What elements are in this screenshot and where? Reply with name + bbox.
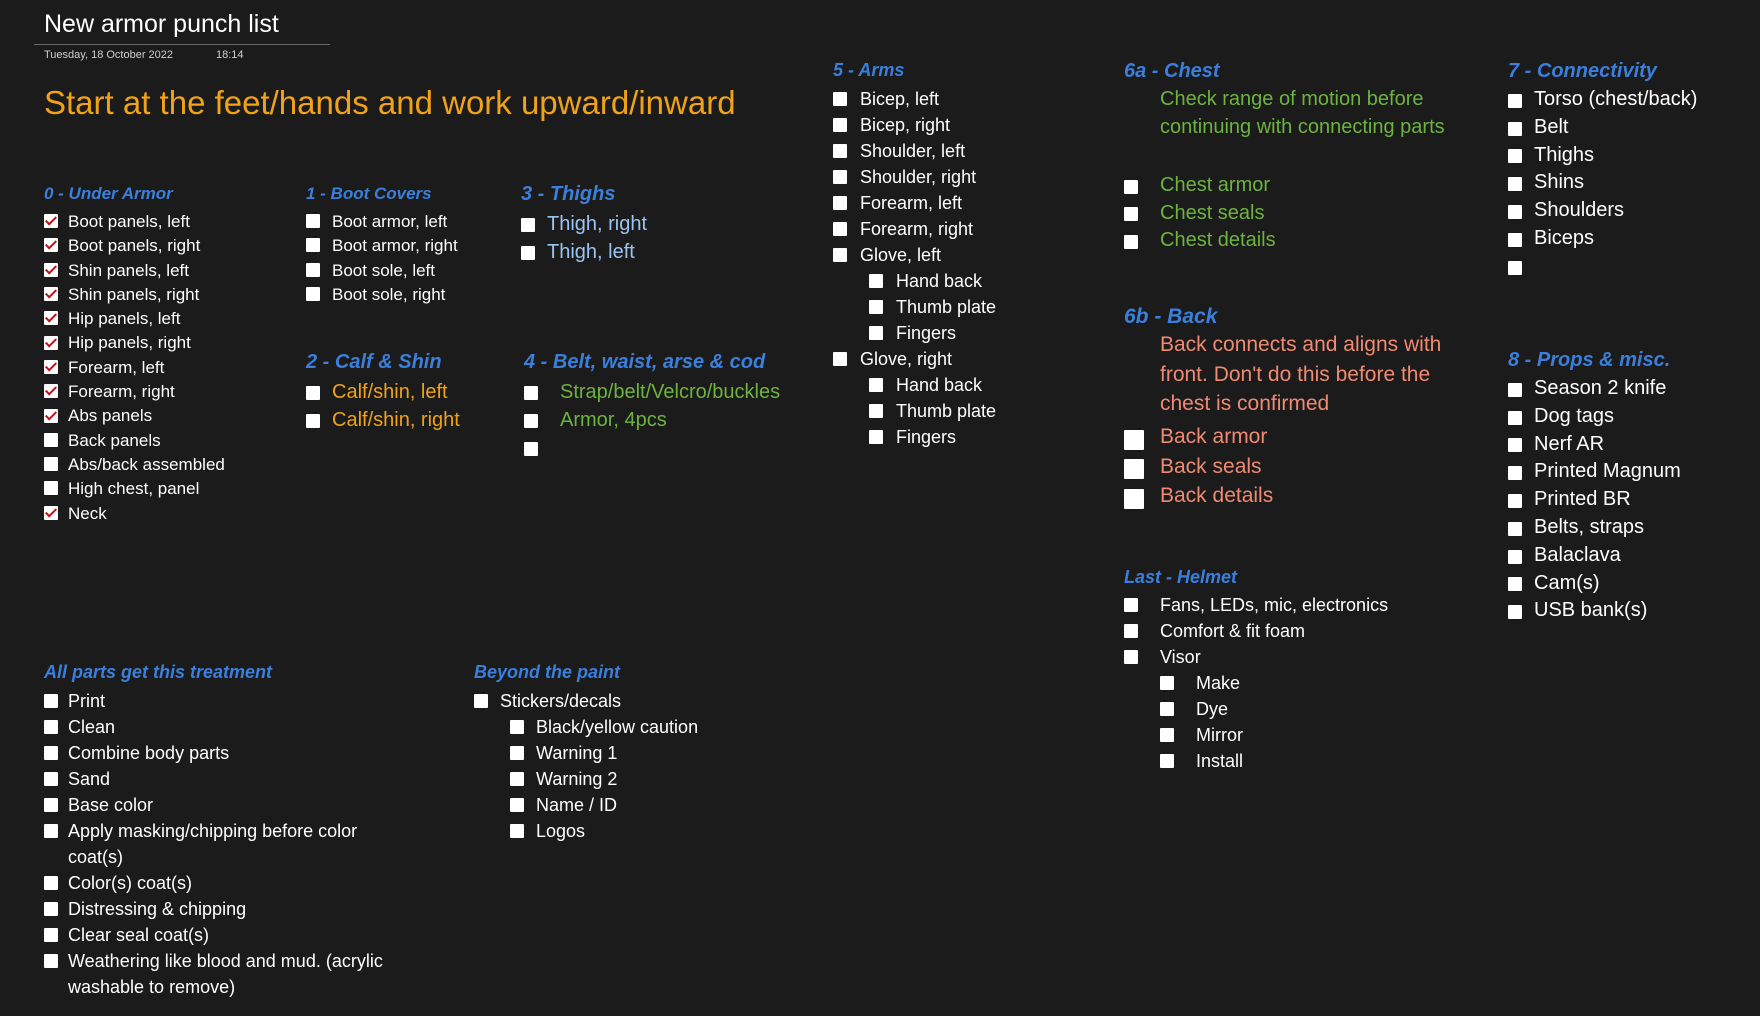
title-divider (34, 44, 330, 45)
checklist-item-season-2-knife[interactable] (1508, 375, 1748, 403)
checklist-item-label: Base color (68, 795, 154, 815)
checklist-item-boot-armor-right[interactable] (306, 234, 526, 258)
checklist-item-label: Back details (1160, 484, 1274, 507)
checklist-item-fingers[interactable] (833, 320, 1073, 346)
checkbox-icon[interactable] (510, 772, 524, 786)
checklist-item-warning-1[interactable] (474, 740, 814, 766)
checklist-item-label: Shoulder, right (860, 167, 977, 187)
checklist-item-label: Abs/back assembled (68, 454, 225, 474)
checkbox-checked-icon[interactable] (44, 384, 58, 398)
checklist-item-label: Thigh, left (547, 241, 635, 263)
checklist-item-printed-br[interactable] (1508, 486, 1748, 514)
checkbox-icon[interactable] (1124, 430, 1144, 450)
checklist-item-thigh-left[interactable] (521, 238, 741, 266)
section-title-calf-shin[interactable]: 2 - Calf & Shin (306, 351, 442, 373)
checklist-item-label: Combine body parts (68, 743, 230, 763)
checklist-item-thumb-plate[interactable] (833, 398, 1073, 424)
checklist-item-label: Clean (68, 717, 116, 737)
checklist-item-label: Glove, right (860, 349, 953, 369)
checkbox-icon[interactable] (833, 144, 847, 158)
checkbox-icon[interactable] (833, 118, 847, 132)
checklist-item-clear-seal-coat-s[interactable] (44, 922, 404, 948)
checklist-item-label: Boot armor, left (332, 212, 448, 231)
checklist-item-label: Bicep, right (860, 115, 951, 135)
checkbox-icon[interactable] (306, 263, 320, 277)
checklist-item-print[interactable] (44, 688, 404, 714)
section-title-chest[interactable]: 6a - Chest (1124, 60, 1220, 82)
checklist-item-label: Shin panels, right (68, 284, 200, 304)
checklist-item-belts-straps[interactable] (1508, 514, 1748, 542)
checklist-item-distressing-chipping[interactable] (44, 896, 404, 922)
checklist-item-torso-chest-back[interactable] (1508, 86, 1748, 114)
checklist-item-forearm-right[interactable] (833, 216, 1073, 242)
checklist-item-label: High chest, panel (68, 479, 200, 499)
checklist-item-label: Shin panels, left (68, 260, 189, 280)
checklist-item-usb-bank-s[interactable] (1508, 597, 1748, 625)
checkbox-icon[interactable] (44, 902, 58, 916)
checkbox-checked-icon[interactable] (44, 336, 58, 350)
checkbox-icon[interactable] (524, 442, 538, 456)
checklist-item-label: Hand back (896, 271, 983, 291)
section-title-all-parts[interactable]: All parts get this treatment (44, 662, 273, 682)
checklist-item-label: Abs panels (68, 406, 153, 426)
checklist-item-label: Forearm, right (860, 219, 974, 239)
checkbox-icon[interactable] (44, 954, 58, 968)
checklist-item-label: Chest seals (1160, 201, 1265, 224)
checklist-props (1508, 375, 1748, 625)
checkbox-icon[interactable] (1124, 207, 1138, 221)
checkbox-icon[interactable] (1508, 605, 1522, 619)
checklist-item-forearm-left[interactable] (833, 190, 1073, 216)
checklist-item-back-details[interactable] (1124, 481, 1454, 511)
checklist-item-hand-back[interactable] (833, 372, 1073, 398)
checkbox-icon[interactable] (44, 928, 58, 942)
checklist-item-forearm-left[interactable] (44, 356, 294, 380)
checklist-item-apply-masking-chipping-before-color-coat-s[interactable] (44, 818, 404, 870)
checklist-item-name-id[interactable] (474, 792, 814, 818)
checklist-item-label: Calf/shin, right (332, 409, 460, 431)
checklist-item-stickers-decals[interactable] (474, 688, 814, 714)
checklist-back (1124, 422, 1454, 511)
checklist-item-color-s-coat-s[interactable] (44, 870, 404, 896)
checkbox-icon[interactable] (510, 746, 524, 760)
section-title-helmet[interactable]: Last - Helmet (1124, 567, 1238, 587)
checkbox-icon[interactable] (869, 378, 883, 392)
checkbox-icon[interactable] (1124, 624, 1138, 638)
checkbox-icon[interactable] (1508, 383, 1522, 397)
checklist-item-label: Glove, left (860, 245, 942, 265)
checklist-item-label: Sand (68, 769, 111, 789)
checklist-item-bicep-right[interactable] (833, 112, 1073, 138)
checkbox-icon[interactable] (510, 824, 524, 838)
checkbox-icon[interactable] (1508, 550, 1522, 564)
checkbox-icon[interactable] (1160, 676, 1174, 690)
checklist-item-label: Name / ID (536, 795, 618, 815)
checklist-item-black-yellow-caution[interactable] (474, 714, 814, 740)
checklist-item-label: Shins (1534, 171, 1585, 194)
checklist-item-blank[interactable] (1508, 253, 1748, 281)
chest-note[interactable]: Check range of motion before continuing with connecting parts (1160, 88, 1445, 138)
checkbox-icon[interactable] (306, 414, 320, 428)
checkbox-checked-icon[interactable] (44, 506, 58, 520)
checkbox-icon[interactable] (44, 720, 58, 734)
checkbox-checked-icon[interactable] (44, 409, 58, 423)
checklist-item-label: Boot sole, left (332, 260, 436, 280)
checkbox-icon[interactable] (1508, 177, 1522, 191)
checklist-item-label: Calf/shin, left (332, 381, 448, 403)
checklist-item-abs-back-assembled[interactable] (44, 453, 294, 477)
checklist-item-label: Shoulder, left (860, 141, 966, 161)
checklist-item-label: Black/yellow caution (536, 717, 699, 737)
checkbox-icon[interactable] (833, 222, 847, 236)
checklist-item-blank[interactable] (524, 434, 824, 462)
checklist-item-strap-belt-velcro-buckles[interactable] (524, 378, 824, 406)
page-title[interactable]: New armor punch list (44, 10, 279, 38)
checklist-item-clean[interactable] (44, 714, 404, 740)
checkbox-icon[interactable] (1124, 180, 1138, 194)
checklist-item-chest-armor[interactable] (1124, 172, 1454, 200)
checklist-item-dog-tags[interactable] (1508, 403, 1748, 431)
checklist-item-label: Thumb plate (896, 401, 997, 421)
checklist-item-glove-left[interactable] (833, 242, 1073, 268)
checkbox-icon[interactable] (44, 481, 58, 495)
checklist-item-label: Thighs (1534, 143, 1595, 166)
checklist-item-label: Color(s) coat(s) (68, 873, 193, 893)
checklist-item-label: Forearm, left (68, 357, 165, 377)
checklist-item-dye[interactable] (1124, 696, 1424, 722)
checklist-item-thighs[interactable] (1508, 142, 1748, 170)
checklist-item-label: Biceps (1534, 226, 1595, 249)
checkbox-icon[interactable] (44, 457, 58, 471)
section-title-connectivity[interactable]: 7 - Connectivity (1508, 60, 1657, 82)
checkbox-icon[interactable] (1508, 261, 1522, 275)
checklist-item-label: Stickers/decals (500, 691, 622, 711)
checklist-item-label: Clear seal coat(s) (68, 925, 210, 945)
page-date: Tuesday, 18 October 2022 (44, 49, 174, 61)
checkbox-icon[interactable] (44, 798, 58, 812)
checklist-item-label: USB bank(s) (1534, 599, 1648, 622)
section-title-arms[interactable]: 5 - Arms (833, 60, 905, 80)
checkbox-icon[interactable] (1124, 235, 1138, 249)
checklist-arms (833, 86, 1073, 450)
checklist-item-boot-sole-right[interactable] (306, 283, 526, 307)
checkbox-icon[interactable] (833, 196, 847, 210)
checklist-item-boot-panels-right[interactable] (44, 234, 294, 258)
checklist-item-fans-leds-mic-electronics[interactable] (1124, 592, 1424, 618)
checklist-item-calf-shin-left[interactable] (306, 378, 526, 406)
checklist-item-label: Forearm, left (860, 193, 963, 213)
checklist-item-thigh-right[interactable] (521, 210, 741, 238)
checkbox-icon[interactable] (306, 238, 320, 252)
checklist-item-visor[interactable] (1124, 644, 1424, 670)
checkbox-checked-icon[interactable] (44, 287, 58, 301)
section-title-props[interactable]: 8 - Props & misc. (1508, 349, 1671, 371)
checkbox-icon[interactable] (1508, 411, 1522, 425)
checkbox-icon[interactable] (521, 218, 535, 232)
checklist-item-warning-2[interactable] (474, 766, 814, 792)
checklist-item-label: Fingers (896, 427, 957, 447)
checkbox-icon[interactable] (869, 274, 883, 288)
checklist-item-label: Hand back (896, 375, 983, 395)
checklist-item-shins[interactable] (1508, 169, 1748, 197)
checklist-item-abs-panels[interactable] (44, 404, 294, 428)
checklist-item-back-armor[interactable] (1124, 422, 1454, 452)
section-title-under-armor[interactable]: 0 - Under Armor (44, 184, 173, 203)
checklist-item-comfort-fit-foam[interactable] (1124, 618, 1424, 644)
checkbox-icon[interactable] (833, 92, 847, 106)
page-heading[interactable]: Start at the feet/hands and work upward/inward (44, 84, 736, 121)
checklist-item-hip-panels-right[interactable] (44, 331, 294, 355)
checkbox-icon[interactable] (1160, 754, 1174, 768)
checkbox-icon[interactable] (869, 404, 883, 418)
checklist-item-logos[interactable] (474, 818, 814, 844)
checkbox-checked-icon[interactable] (44, 238, 58, 252)
page-time: 18:14 (216, 49, 244, 61)
checklist-item-chest-seals[interactable] (1124, 200, 1454, 228)
checklist-item-label: Neck (68, 503, 107, 523)
checklist-item-glove-right[interactable] (833, 346, 1073, 372)
section-title-back[interactable]: 6b - Back (1124, 305, 1218, 328)
checklist-item-label: Install (1196, 751, 1244, 771)
checklist-all-parts (44, 688, 404, 1000)
checkbox-icon[interactable] (1508, 577, 1522, 591)
checkbox-icon[interactable] (44, 746, 58, 760)
checklist-item-neck[interactable] (44, 502, 294, 526)
checklist-under-armor (44, 210, 294, 526)
checklist-item-shin-panels-right[interactable] (44, 283, 294, 307)
checklist-item-armor-4pcs[interactable] (524, 406, 824, 434)
checkbox-icon[interactable] (1508, 466, 1522, 480)
checklist-item-make[interactable] (1124, 670, 1424, 696)
checklist-item-label: Forearm, right (68, 382, 175, 402)
checklist-item-boot-panels-left[interactable] (44, 210, 294, 234)
checklist-chest (1124, 172, 1454, 255)
checklist-item-fingers[interactable] (833, 424, 1073, 450)
checkbox-checked-icon[interactable] (44, 214, 58, 228)
checkbox-checked-icon[interactable] (44, 263, 58, 277)
checklist-item-biceps[interactable] (1508, 225, 1748, 253)
checklist-item-hand-back[interactable] (833, 268, 1073, 294)
checkbox-icon[interactable] (1508, 149, 1522, 163)
checklist-belt (524, 378, 824, 462)
checklist-item-shoulder-left[interactable] (833, 138, 1073, 164)
checklist-item-label: Print (68, 691, 106, 711)
checkbox-icon[interactable] (1508, 522, 1522, 536)
checklist-item-label: Warning 2 (536, 769, 618, 789)
checklist-item-calf-shin-right[interactable] (306, 406, 526, 434)
checklist-item-balaclava[interactable] (1508, 542, 1748, 570)
section-title-thighs[interactable]: 3 - Thighs (521, 183, 616, 205)
checklist-item-label: Printed BR (1534, 488, 1631, 511)
checkbox-icon[interactable] (1160, 728, 1174, 742)
checkbox-icon[interactable] (1508, 205, 1522, 219)
checklist-item-hip-panels-left[interactable] (44, 307, 294, 331)
checkbox-icon[interactable] (1124, 598, 1138, 612)
checklist-item-forearm-right[interactable] (44, 380, 294, 404)
checklist-item-back-seals[interactable] (1124, 452, 1454, 482)
checklist-item-label: Strap/belt/Velcro/buckles (560, 381, 781, 403)
checklist-item-label: Hip panels, left (68, 309, 181, 329)
checkbox-icon[interactable] (1508, 94, 1522, 108)
checkbox-icon[interactable] (306, 214, 320, 228)
checkbox-icon[interactable] (524, 414, 538, 428)
checklist-item-chest-details[interactable] (1124, 227, 1454, 255)
checklist-item-label: Warning 1 (536, 743, 618, 763)
section-title-boot-covers[interactable]: 1 - Boot Covers (306, 184, 432, 203)
checklist-item-label: Back armor (1160, 425, 1268, 448)
checklist-item-label: Boot panels, right (68, 236, 201, 256)
checklist-item-install[interactable] (1124, 748, 1424, 774)
checkbox-icon[interactable] (1124, 459, 1144, 479)
checkbox-checked-icon[interactable] (44, 360, 58, 374)
checklist-item-label: Cam(s) (1534, 571, 1600, 594)
checkbox-icon[interactable] (869, 326, 883, 340)
checklist-item-label: Thigh, right (547, 213, 648, 235)
checklist-item-sand[interactable] (44, 766, 404, 792)
section-title-beyond-paint[interactable]: Beyond the paint (474, 662, 621, 682)
checklist-item-label: Make (1196, 673, 1241, 693)
checklist-item-label: Back panels (68, 430, 161, 450)
checklist-calf-shin (306, 378, 526, 434)
checklist-item-label: Distressing & chipping (68, 899, 247, 919)
checklist-item-printed-magnum[interactable] (1508, 458, 1748, 486)
checklist-item-boot-sole-left[interactable] (306, 259, 526, 283)
checklist-item-label: Apply masking/chipping before color coat(s) (68, 821, 358, 867)
checkbox-icon[interactable] (1124, 489, 1144, 509)
checklist-item-bicep-left[interactable] (833, 86, 1073, 112)
checklist-item-boot-armor-left[interactable] (306, 210, 526, 234)
checklist-item-combine-body-parts[interactable] (44, 740, 404, 766)
checklist-item-label: Printed Magnum (1534, 460, 1681, 483)
checkbox-icon[interactable] (44, 876, 58, 890)
checklist-item-label: Belt (1534, 115, 1569, 138)
checklist-item-high-chest-panel[interactable] (44, 477, 294, 501)
checkbox-icon[interactable] (510, 798, 524, 812)
checklist-connectivity (1508, 86, 1748, 281)
checklist-item-label: Belts, straps (1534, 515, 1645, 538)
checkbox-icon[interactable] (1160, 702, 1174, 716)
checklist-item-label: Mirror (1196, 725, 1243, 745)
checklist-item-label: Comfort & fit foam (1160, 621, 1306, 641)
checklist-item-mirror[interactable] (1124, 722, 1424, 748)
checkbox-icon[interactable] (833, 170, 847, 184)
checkbox-icon[interactable] (1508, 233, 1522, 247)
checklist-item-label: Logos (536, 821, 586, 841)
checklist-item-label: Chest details (1160, 229, 1276, 251)
checkbox-icon[interactable] (44, 772, 58, 786)
checklist-item-label: Hip panels, right (68, 333, 191, 353)
checklist-item-label: Fans, LEDs, mic, electronics (1160, 595, 1389, 615)
checklist-item-thumb-plate[interactable] (833, 294, 1073, 320)
checklist-item-label: Dog tags (1534, 404, 1615, 427)
checklist-item-label: Dye (1196, 699, 1229, 719)
checkbox-icon[interactable] (521, 246, 535, 260)
checklist-item-label: Visor (1160, 647, 1201, 667)
checklist-beyond-paint (474, 688, 814, 844)
checklist-item-belt[interactable] (1508, 114, 1748, 142)
checklist-item-shin-panels-left[interactable] (44, 259, 294, 283)
checklist-item-label: Boot panels, left (68, 212, 190, 231)
checklist-item-weathering-like-blood-and-mud-acrylic-washable-to-remove[interactable] (44, 948, 404, 1000)
checklist-item-cam-s[interactable] (1508, 570, 1748, 598)
checkbox-icon[interactable] (44, 694, 58, 708)
checklist-item-label: Armor, 4pcs (560, 409, 667, 431)
checkbox-icon[interactable] (833, 352, 847, 366)
checkbox-icon[interactable] (1508, 122, 1522, 136)
checkbox-icon[interactable] (44, 824, 58, 838)
checklist-boot-covers (306, 210, 526, 307)
checklist-item-label: Thumb plate (896, 297, 997, 317)
checkbox-icon[interactable] (524, 386, 538, 400)
checklist-helmet (1124, 592, 1424, 774)
checklist-item-label: Fingers (896, 323, 957, 343)
checklist-item-nerf-ar[interactable] (1508, 431, 1748, 459)
checklist-item-label: Balaclava (1534, 543, 1621, 566)
checklist-item-label: Boot armor, right (332, 236, 458, 256)
checklist-item-shoulders[interactable] (1508, 197, 1748, 225)
checklist-item-label: Nerf AR (1534, 432, 1605, 455)
checkbox-icon[interactable] (869, 300, 883, 314)
checkbox-checked-icon[interactable] (44, 311, 58, 325)
checkbox-icon[interactable] (1124, 650, 1138, 664)
checkbox-icon[interactable] (1508, 438, 1522, 452)
checklist-item-shoulder-right[interactable] (833, 164, 1073, 190)
checklist-thighs (521, 210, 741, 266)
checkbox-icon[interactable] (510, 720, 524, 734)
checklist-item-base-color[interactable] (44, 792, 404, 818)
checklist-item-label: Back seals (1160, 454, 1262, 478)
checklist-item-label: Weathering like blood and mud. (acrylic washable to remove) (68, 951, 383, 997)
checkbox-icon[interactable] (306, 386, 320, 400)
checkbox-icon[interactable] (44, 433, 58, 447)
checkbox-icon[interactable] (833, 248, 847, 262)
checklist-item-label: Torso (chest/back) (1534, 88, 1698, 110)
checklist-item-label: Shoulders (1534, 199, 1625, 222)
checklist-item-label: Season 2 knife (1534, 377, 1667, 399)
checklist-item-label: Boot sole, right (332, 284, 446, 304)
checkbox-icon[interactable] (306, 287, 320, 301)
checklist-item-label: Chest armor (1160, 174, 1271, 196)
back-note[interactable]: Back connects and aligns with front. Don't do this before the chest is confirmed (1160, 333, 1442, 415)
section-title-belt[interactable]: 4 - Belt, waist, arse & cod (524, 351, 766, 373)
checklist-item-back-panels[interactable] (44, 429, 294, 453)
checklist-item-label: Bicep, left (860, 89, 940, 109)
checkbox-icon[interactable] (1508, 494, 1522, 508)
checkbox-icon[interactable] (869, 430, 883, 444)
checkbox-icon[interactable] (474, 694, 488, 708)
